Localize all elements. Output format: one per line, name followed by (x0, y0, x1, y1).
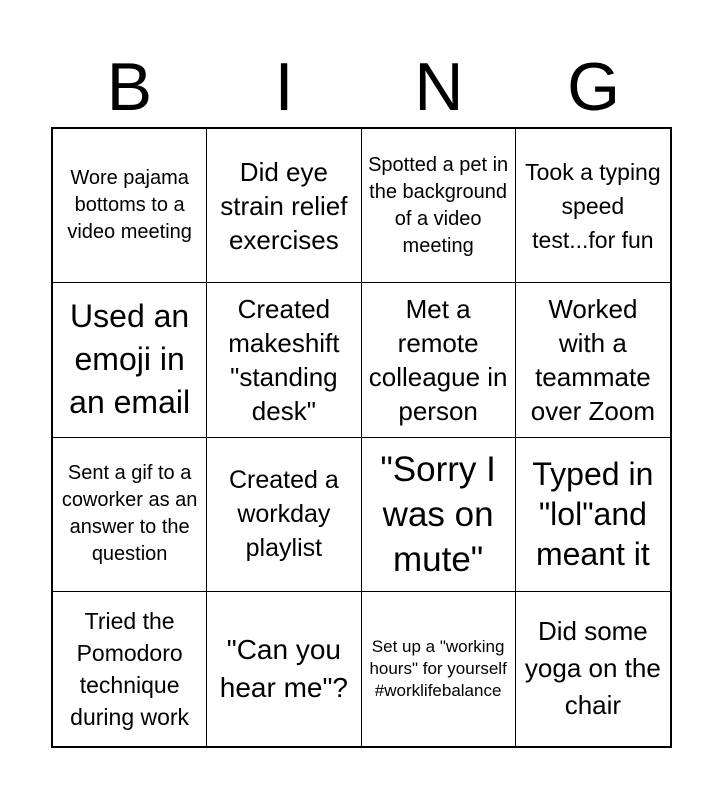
bingo-cell[interactable]: "Sorry I was on mute" (362, 438, 516, 592)
bingo-cell[interactable]: Did some yoga on the chair (524, 616, 661, 721)
bingo-grid (51, 127, 672, 748)
bingo-cell[interactable]: Set up a "working hours" for yourself #worklifebalance (362, 592, 516, 746)
header-letter-i: I (274, 49, 294, 125)
bingo-cell[interactable]: Sent a gif to a coworker as an answer to the question (53, 438, 207, 592)
bingo-cell[interactable]: Wore pajama bottoms to a video meeting (53, 129, 207, 283)
bingo-header (52, 49, 671, 125)
bingo-cell[interactable]: Created makeshift "standing desk" (207, 283, 361, 437)
bingo-cell[interactable]: Created a workday playlist (207, 438, 361, 592)
bingo-cell[interactable]: Used an emoji in an email (53, 283, 207, 437)
bingo-cell[interactable]: Took a typing speed test...for fun (516, 129, 670, 283)
bingo-cell[interactable]: "Can you hear me"? (207, 592, 361, 746)
bingo-cell[interactable]: Did eye strain relief exercises (207, 129, 361, 283)
bingo-cell[interactable]: Met a remote colleague in person (362, 283, 516, 437)
header-letter-n: N (414, 49, 464, 125)
bingo-cell[interactable]: Typed in "lol"and meant it (516, 438, 670, 592)
bingo-cell[interactable]: Spotted a pet in the background of a video meeting (362, 129, 516, 283)
bingo-cell[interactable]: Worked with a teammate over Zoom (516, 283, 670, 437)
bingo-cell[interactable]: Tried the Pomodoro technique during work (53, 592, 207, 746)
header-letter-g: G (567, 49, 621, 125)
header-letter-b: B (106, 49, 153, 125)
